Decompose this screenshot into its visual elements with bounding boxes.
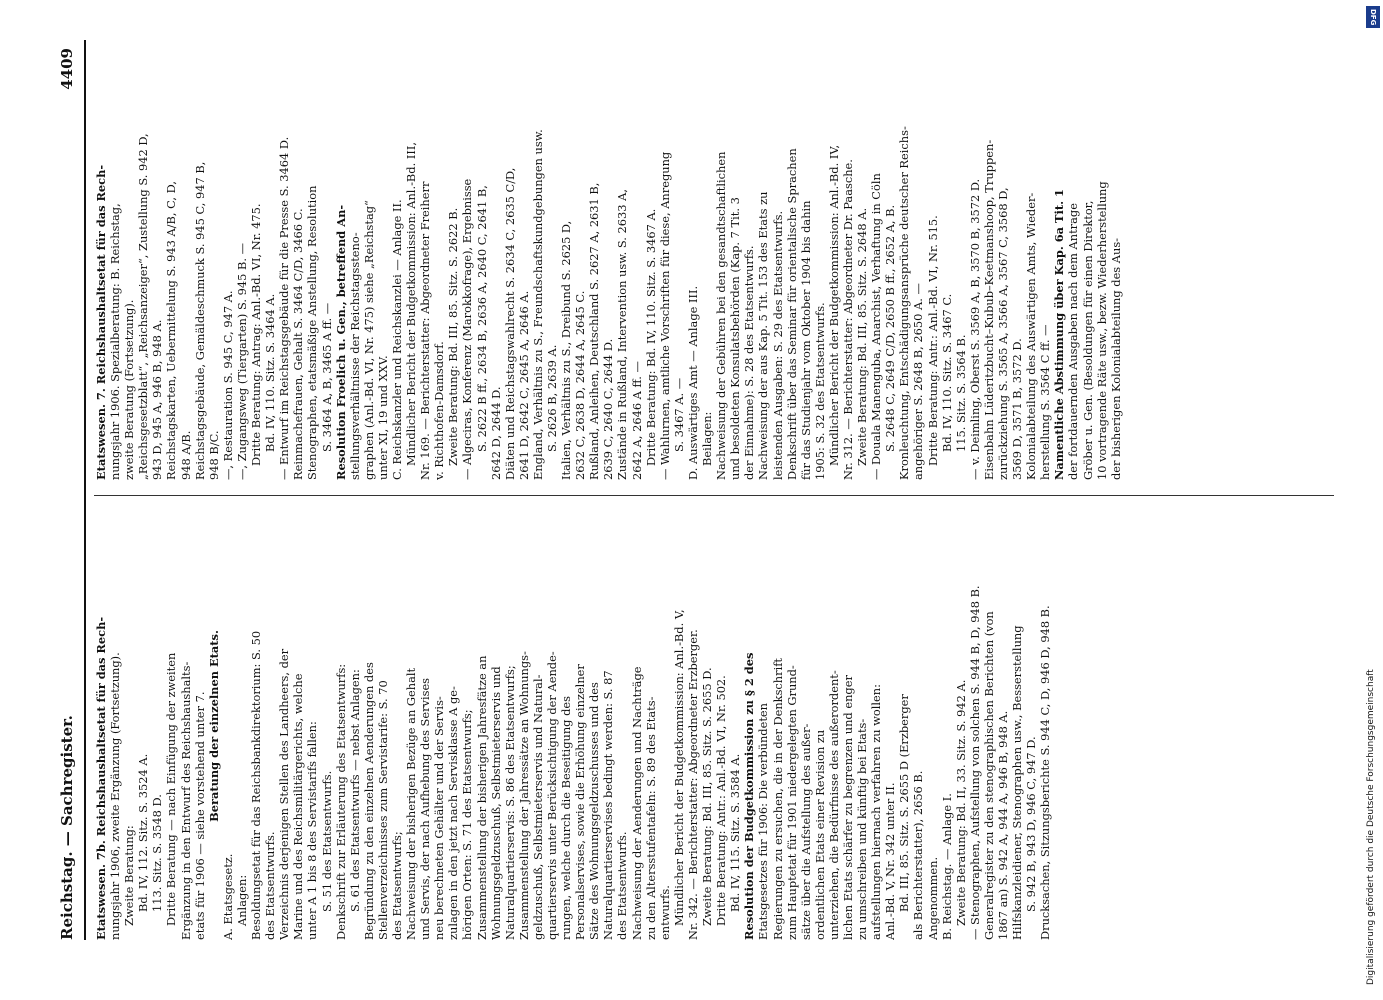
right-column-line: leistenden Ausgaben: S. 29 des Etatsentwurfs. bbox=[770, 210, 785, 480]
left-column-line: Personalservises, sowie die Erhöhung einzelner bbox=[573, 664, 588, 940]
right-column-line: 2642 D, 2644 D. bbox=[488, 386, 503, 480]
left-column-line: Dritte Beratung: Antr.: Anl.-Bd. VI, Nr. 502. bbox=[714, 675, 729, 926]
right-column-line: —, Restauration S. 945 C, 947 A. bbox=[220, 290, 235, 480]
right-column-line: S. 2622 B ff., 2634 B, 2636 A, 2640 C, 2641 B, bbox=[474, 185, 489, 452]
left-column-line: Mündlicher Bericht der Budgetkommission: Anl.-Bd. V, bbox=[671, 609, 686, 926]
right-column-line: unter XI, 19 und XXV. bbox=[375, 355, 390, 480]
right-column-line: England, Verhältnis zu S., Freundschaftskundgebungen usw. bbox=[530, 129, 545, 480]
right-column-line: „Reichsgesetzblatt“, „Reichsanzeiger“, Zustellung S. 942 D, bbox=[136, 133, 151, 480]
right-column-line: S. 2626 B, 2639 A. bbox=[545, 344, 559, 452]
left-column-line: 113. Sitz. S. 3548 D. bbox=[150, 794, 165, 912]
left-column-line: Anl.-Bd. V, Nr. 342 unter II. bbox=[883, 782, 898, 940]
right-column-line: Gröber u. Gen. (Besoldungen für einen Direktor, bbox=[1080, 200, 1095, 480]
right-column-line: 948 A/B. bbox=[178, 430, 193, 480]
right-column-line: graphen (Anl.-Bd. VI, Nr. 475) siehe „Reichstag“ bbox=[361, 200, 376, 480]
left-column-line: — Stenographen, Aufstellung von solchen S. 944 B, D, 948 B. bbox=[967, 585, 982, 940]
right-column-line: der Einnahme): S. 28 des Etatsentwurfs. bbox=[742, 245, 757, 480]
right-column-line: Eisenbahn Lüderitzbucht–Kubub–Keetmanshoop, Truppen- bbox=[981, 139, 996, 480]
right-column-line: Dritte Beratung: Antrag: Anl.-Bd. VI, Nr. 475. bbox=[249, 203, 264, 466]
right-column-line: Denkschrift über das Seminar für orientalische Sprachen bbox=[784, 148, 799, 480]
right-column-line: — v. Deimling, Oberst S. 3569 A, B, 3570 B, 3572 D. bbox=[967, 178, 982, 480]
left-column-line: Bd. III, 85. Sitz. S. 2655 D (Erzberger bbox=[897, 694, 912, 912]
rotated-page-content bbox=[50, 40, 1340, 940]
right-column-line: Stenographen, etatsmäßige Anstellung, Resolution bbox=[305, 185, 320, 480]
right-column-line: 948 B/C. bbox=[206, 430, 221, 480]
right-column-line: — Entwurf im Reichstagsgebäude für die Presse S. 3464 D. bbox=[277, 136, 292, 480]
left-column bbox=[94, 512, 1334, 940]
left-column-line: Nachweisung der Aenderungen und Nachträge bbox=[629, 666, 644, 940]
left-column-line: Zweite Beratung: Bd. II, 33. Sitz. S. 942 A. bbox=[953, 679, 968, 926]
right-column-line: Namentliche Abstimmung über Kap. 6a Tit. 1 bbox=[1052, 189, 1067, 480]
left-column-line: Naturalquartierservises bedingt werden: S. 87 bbox=[601, 670, 616, 940]
left-column-line: Etatswesen. 7b. Reichshaushaltsetat für das Rech- bbox=[94, 616, 108, 940]
right-column-line: zweite Beratung (Fortsetzung). bbox=[122, 299, 137, 480]
left-column-line: zum Hauptetat für 1901 niedergelegten Grund- bbox=[784, 665, 799, 940]
left-column-line: Verzeichnis derjenigen Stellen des Landheers, der bbox=[277, 648, 292, 940]
left-column-line: Ergänzung in den Entwurf des Reichshaushalts- bbox=[178, 661, 193, 940]
left-column-line: S. 51 des Etatsentwurfs. bbox=[319, 770, 334, 912]
left-column-line: aufstellungen hiernach verfahren zu wollen: bbox=[869, 684, 884, 940]
right-column-line: 2642 A, 2646 A ff. — bbox=[629, 361, 644, 480]
right-column-line: nungsjahr 1906. Spezialberatung: B. Reichstag, bbox=[108, 203, 123, 480]
left-column-line: lichen Etats schärfer zu begrenzen und enger bbox=[840, 675, 855, 940]
left-column-line: Angenommen. bbox=[925, 856, 940, 940]
left-column-line: Sätze des Wohnungsgeldzuschusses und des bbox=[587, 682, 602, 940]
right-column-line: Mündlicher Bericht der Budgetkommission: Anl.-Bd. IV, bbox=[826, 144, 841, 466]
right-column-line: Zustände in Rußland, Intervention usw. S. 2633 A, bbox=[615, 189, 630, 480]
left-column-line: Stellenverzeichnisses zum Servistarife: S. 70 bbox=[375, 680, 390, 940]
left-column-line: Dritte Beratung — nach Einfügung der zweiten bbox=[164, 652, 179, 926]
right-column-line: 10 vortragende Räte usw., bezw. Wiederherstellung bbox=[1094, 181, 1109, 480]
left-column-line: Begründung zu den einzelnen Aenderungen des bbox=[361, 662, 376, 940]
left-column-line: Generalregister zu den stenographischen Berichten (von bbox=[981, 611, 996, 940]
right-column-line: Diäten und Reichstagswahlrecht S. 2634 C, 2635 C/D, bbox=[502, 167, 517, 480]
left-column-line: des Etatsentwurfs. bbox=[263, 831, 278, 940]
right-column-line: Nachweisung der aus Kap. 5 Tit. 153 des Etats zu bbox=[756, 191, 771, 480]
left-column-line: Bd. IV, 112. Sitz. S. 3524 A. bbox=[136, 753, 151, 912]
right-column-line: Bd. IV, 110. Sitz. S. 3467 C. bbox=[939, 293, 954, 452]
right-column-line: S. 3464 A, B, 3465 A ff. — bbox=[319, 302, 334, 452]
right-column-line: angehöriger S. 2648 B, 2650 A. — bbox=[911, 283, 926, 480]
left-column-line: etats für 1906 — siehe vorstehend unter 7. bbox=[192, 691, 207, 940]
left-column-line: Nr. 342. — Berichterstatter: Abgeordneter Erzberger. bbox=[685, 629, 700, 940]
left-column-line: S. 61 des Etatsentwurfs — nebst Anlagen: bbox=[347, 669, 362, 912]
left-column-line: hörigen Orten: S. 71 des Etatsentwurfs; bbox=[460, 709, 475, 940]
right-column-line: Reichstagskarten, Uebermittelung S. 943 A/B, C, D, bbox=[164, 180, 179, 480]
left-column-line: als Berichterstatter), 2656 B. bbox=[911, 770, 926, 940]
right-column-line: für das Studienjahr vom Oktober 1904 bis dahin bbox=[798, 200, 813, 480]
left-column-line: Nachweisung der bisherigen Bezüge an Gehalt bbox=[404, 667, 419, 940]
left-column-line: zulagen in den jetzt nach Servisklasse A ge- bbox=[446, 686, 461, 940]
right-column-line: Bd. IV, 110. Sitz. S. 3464 A. bbox=[263, 293, 278, 452]
left-column-line: des Etatsentwurfs; bbox=[389, 831, 404, 940]
left-column-line: 1867 an) S. 942 A, 944 A, 946 B, 948 A. bbox=[996, 710, 1010, 940]
running-header bbox=[50, 40, 84, 940]
right-column-line: — Wahlurnen, amtliche Vorschriften für diese, Anregung bbox=[657, 151, 672, 480]
left-column-line: Naturalquartierservis: S. 86 des Etatsentwurfs; bbox=[502, 665, 517, 940]
left-column-line: Regierungen zu ersuchen, die in der Denkschrift bbox=[770, 657, 785, 940]
left-column-line: Zusammenstellung der Jahressätze an Wohnungs- bbox=[516, 651, 531, 940]
page-number: 4409 bbox=[58, 48, 76, 90]
funding-credit-strip bbox=[1362, 30, 1380, 985]
right-column-line: Nr. 312. — Berichterstatter: Abgeordneter Dr. Paasche. bbox=[840, 159, 855, 480]
right-column-line: Reichstagsgebäude, Gemäldeschmuck S. 945 C, 947 B, bbox=[192, 161, 207, 480]
left-column-line: geldzuschuß, Selbstmieterservis und Natural- bbox=[530, 674, 545, 940]
left-column-line: Etatsgesetzes für 1906: Die verbündeten bbox=[756, 703, 771, 940]
right-column-line: Mündlicher Bericht der Budgetkommission: Anl.-Bd. III, bbox=[404, 142, 419, 466]
left-column-line: Hilfskanzleidiener, Stenographen usw., Besserstellung bbox=[1010, 625, 1025, 940]
right-column-line: —, Zugangsweg (Tiergarten) S. 945 B. — bbox=[234, 243, 249, 480]
right-column-line: Beilagen: bbox=[700, 411, 715, 466]
header-title: Reichstag. — Sachregister. bbox=[58, 715, 76, 940]
right-column-line: und besoldeten Konsulatsbehörden (Kap. 7 Tit. 3 bbox=[728, 197, 743, 480]
left-column-line: quartierservis unter Berücksichtigung der Aende- bbox=[545, 651, 559, 940]
left-column-line: A. Etatsgesetz. bbox=[220, 853, 235, 940]
left-column-line: nungsjahr 1906, zweite Ergänzung (Fortsetzung). bbox=[108, 652, 123, 940]
right-column-line: S. 3467 A. — bbox=[671, 377, 686, 452]
right-column-line: C. Reichskanzler und Reichskanzlei — Anlage II. bbox=[389, 199, 404, 480]
right-column-line: Dritte Beratung: Bd. IV, 110. Sitz. S. 3467 A. bbox=[643, 208, 658, 466]
right-column-line: Italien, Verhältnis zu S., Dreibund S. 2625 D, bbox=[559, 220, 574, 480]
left-column-line: Zusammenstellung der bisherigen Jahresfätze an bbox=[474, 655, 489, 940]
right-column-line: — Algeciras, Konferenz (Marokkofrage), Ergebnisse bbox=[460, 178, 475, 480]
left-column-line: Besoldungsetat für das Reichsbankdirektorium: S. 50 bbox=[249, 630, 264, 940]
left-column-line: Resolution der Budgetkommission zu § 2 des bbox=[742, 652, 757, 940]
left-column-line: entwurfs. bbox=[657, 885, 672, 940]
right-column-line: 3569 D, 3571 B, 3572 D. bbox=[1010, 338, 1025, 480]
left-column-line: des Etatsentwurfs. bbox=[615, 831, 630, 940]
left-column-line: Zweite Beratung: Bd. III, 85. Sitz. S. 2655 D. bbox=[700, 667, 715, 926]
right-column-line: D. Auswärtiges Amt — Anlage III. bbox=[685, 285, 700, 480]
left-column-line: B. Reichstag. — Anlage I. bbox=[939, 793, 954, 940]
right-column-line: Etatswesen. 7. Reichshaushaltsetat für das Rech- bbox=[94, 164, 108, 480]
right-column-line: Zweite Beratung: Bd. III, 85. Sitz. S. 2622 B. bbox=[446, 207, 461, 466]
left-column-line: unterziehen, die Bedürfnisse des außerordent- bbox=[826, 670, 841, 940]
left-column-line: zu den Altersstufentafeln: S. 89 des Etats- bbox=[643, 696, 658, 940]
right-column-line: 2641 D, 2642 C, 2645 A, 2646 A. bbox=[516, 290, 531, 480]
right-column-line: Reinmachefrauen, Gehalt S. 3464 C/D, 3466 C. bbox=[291, 208, 306, 480]
left-column-line: neu berechneten Gehälter und der Servis- bbox=[432, 696, 447, 940]
left-column-line: rungen, welche durch die Beseitigung des bbox=[559, 696, 574, 940]
left-column-line: Beratung der einzelnen Etats. bbox=[206, 630, 221, 822]
right-column-line: Resolution Froelich u. Gen., betreffend An- bbox=[333, 204, 348, 480]
right-column-line: zurückziehung S. 3565 A, 3566 A, 3567 C, 3568 D, bbox=[996, 187, 1010, 480]
header-rule bbox=[84, 40, 86, 940]
right-column-line: Kolonialabteilung des Auswärtigen Amts, Wieder- bbox=[1024, 192, 1039, 480]
left-column-line: und Servis, der nach Aufhebung des Servises bbox=[418, 677, 433, 940]
right-column-line: 2639 C, 2640 C, 2644 D. bbox=[601, 338, 616, 480]
right-column-line: stellungsverhältnisse der Reichstagssteno- bbox=[347, 232, 362, 480]
left-column-line: Drucksachen, Sitzungsberichte S. 944 C, D, 946 D, 948 B. bbox=[1038, 605, 1053, 940]
right-column-line: Dritte Beratung: Antr.: Anl.-Bd. VI, Nr. 515. bbox=[925, 215, 940, 466]
right-column-line: herstellung S. 3564 C ff. — bbox=[1038, 324, 1053, 480]
column-divider bbox=[94, 495, 1334, 496]
right-column-line: S. 2648 C, 2649 C/D, 2650 B ff., 2652 A, B. bbox=[883, 204, 898, 452]
right-column-line: 1905: S. 32 des Etatsentwurfs. bbox=[812, 302, 827, 480]
right-column-line: — Douala Manenguba, Anarchist, Verhaftung in Cöln bbox=[869, 173, 884, 480]
right-column-line: der bisherigen Kolonialabteilung des Aus- bbox=[1108, 237, 1123, 480]
left-column-line: Wohnungsgeldzuschuß, Selbstmieterservis und bbox=[488, 666, 503, 940]
funding-credit-text: Digitalisierung gefördert durch die Deutsche Forschungsgemeinschaft bbox=[1366, 669, 1376, 985]
left-column-line: Bd. IV, 115. Sitz. S. 3584 A. bbox=[728, 753, 743, 912]
left-column-line: zu umschreiben und künftig bei Etats- bbox=[855, 718, 870, 940]
left-column-line: sätze über die Aufstellung des außer- bbox=[798, 723, 813, 940]
left-column-line: Zweite Beratung: bbox=[122, 825, 137, 926]
left-column-line: Denkschrift zur Erläuterung des Etatsentwurfs: bbox=[333, 663, 348, 940]
right-column-line: 2632 C, 2638 D, 2644 A, 2645 C. bbox=[573, 290, 588, 480]
left-column-line: Marine und des Reichsmilitärgerichts, welche bbox=[291, 673, 306, 940]
right-column-line: 115. Sitz. S. 3564 B. bbox=[953, 334, 968, 452]
right-column-line: der fortdauernden Ausgaben nach dem Antrage bbox=[1066, 203, 1081, 480]
left-column-line: Anlagen: bbox=[234, 874, 249, 926]
right-column-line: Kronleuchtung, Entschädigungsansprüche deutscher Reichs- bbox=[897, 126, 912, 480]
right-column bbox=[94, 52, 1334, 480]
right-column-line: 943 D, 945 A, 946 B, 948 A. bbox=[150, 319, 165, 480]
left-column-line: ordentlichen Etats einer Revision zu bbox=[812, 729, 827, 940]
right-column-line: Rußland, Anleihen, Deutschland S. 2627 A, 2631 B, bbox=[587, 182, 602, 480]
left-column-line: unter A 1 bis 8 des Servistarifs fallen: bbox=[305, 721, 320, 940]
dfg-logo: DFG bbox=[1366, 6, 1380, 28]
right-column-line: Nachweisung der Gebühren bei den gesandtschaftlichen bbox=[714, 151, 729, 480]
right-column-line: v. Richthofen-Damsdorf. bbox=[432, 341, 447, 480]
left-column-line: S. 942 B, 943 D, 946 C, 947 D. bbox=[1024, 736, 1039, 912]
right-column-line: Nr. 169. — Berichterstatter: Abgeordneter Freiherr bbox=[418, 181, 433, 480]
right-column-line: Zweite Beratung: Bd. III, 85. Sitz. S. 2648 A. bbox=[855, 207, 870, 466]
